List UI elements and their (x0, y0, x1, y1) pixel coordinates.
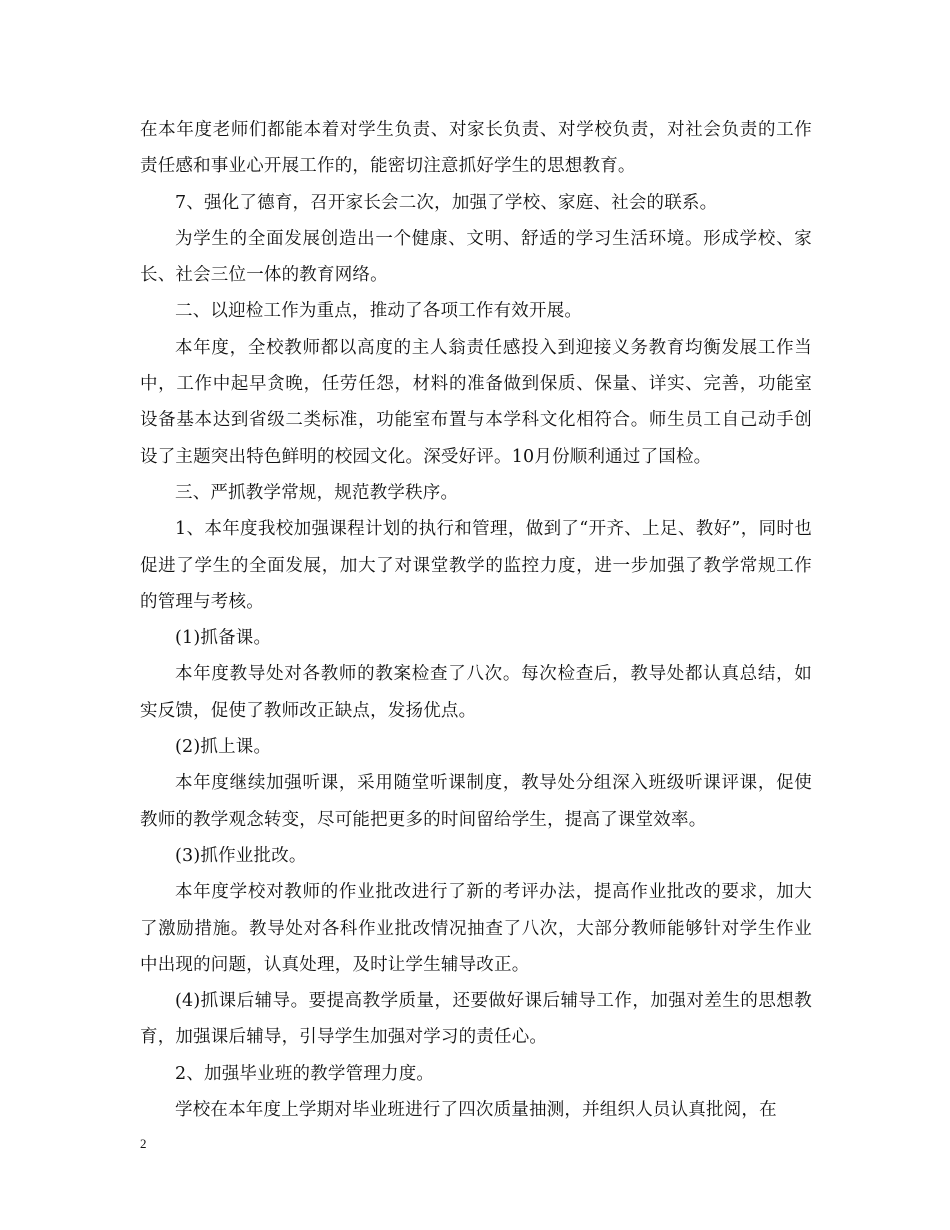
subsection-heading: (1)抓备课。 (175, 628, 272, 649)
subsection-heading: 2、加强毕业班的教学管理力度。 (175, 1063, 435, 1084)
paragraph: 本年度，全校教师都以高度的主人翁责任感投入到迎接义务教育均衡发展工作当中，工作中起早贪晚，任劳任怨，材料的准备做到保质、保量、详实、完善，功能室设备基本达到省级二类标准，功能室布置与本学科文化相符合。师生员工自己动手创设了主题突出特色鲜明的校园文化。深受好评。10月份顺利通过了国检。 (140, 337, 812, 467)
section-heading: 二、以迎检工作为重点，推动了各项工作有效开展。 (175, 301, 583, 322)
paragraph: (4)抓课后辅导。要提高教学质量，还要做好课后辅导工作，加强对差生的思想教育，加强课后辅导，引导学生加强对学习的责任心。 (140, 991, 812, 1048)
paragraph: 本年度学校对教师的作业批改进行了新的考评办法，提高作业批改的要求，加大了激励措施。教导处对各科作业批改情况抽查了八次，大部分教师能够针对学生作业中出现的问题，认真处理，及时让学生辅导改正。 (140, 882, 812, 975)
paragraph: 本年度教导处对各教师的教案检查了八次。每次检查后，教导处都认真总结，如实反馈，促使了教师改正缺点，发扬优点。 (140, 664, 812, 721)
paragraph: 本年度继续加强听课，采用随堂听课制度，教导处分组深入班级听课评课，促使教师的教学观念转变，尽可能把更多的时间留给学生，提高了课堂效率。 (140, 773, 812, 830)
paragraph: 学校在本年度上学期对毕业班进行了四次质量抽测，并组织人员认真批阅，在 (175, 1100, 777, 1121)
section-heading: 三、严抓教学常规，规范教学秩序。 (175, 482, 459, 503)
subsection-heading: (3)抓作业批改。 (175, 845, 307, 866)
paragraph: 在本年度老师们都能本着对学生负责、对家长负责、对学校负责，对社会负责的工作责任感和事业心开展工作的，能密切注意抓好学生的思想教育。 (140, 120, 812, 177)
subsection-heading: (2)抓上课。 (175, 737, 272, 758)
paragraph: 7、强化了德育，召开家长会二次，加强了学校、家庭、社会的联系。 (175, 192, 718, 213)
page-number: 2 (140, 1136, 147, 1151)
document-body (140, 112, 812, 1128)
paragraph: 1、本年度我校加强课程计划的执行和管理，做到了“开齐、上足、教好”，同时也促进了学生的全面发展，加大了对课堂教学的监控力度，进一步加强了教学常规工作的管理与考核。 (140, 519, 812, 612)
paragraph: 为学生的全面发展创造出一个健康、文明、舒适的学习生活环境。形成学校、家长、社会三位一体的教育网络。 (140, 228, 812, 286)
